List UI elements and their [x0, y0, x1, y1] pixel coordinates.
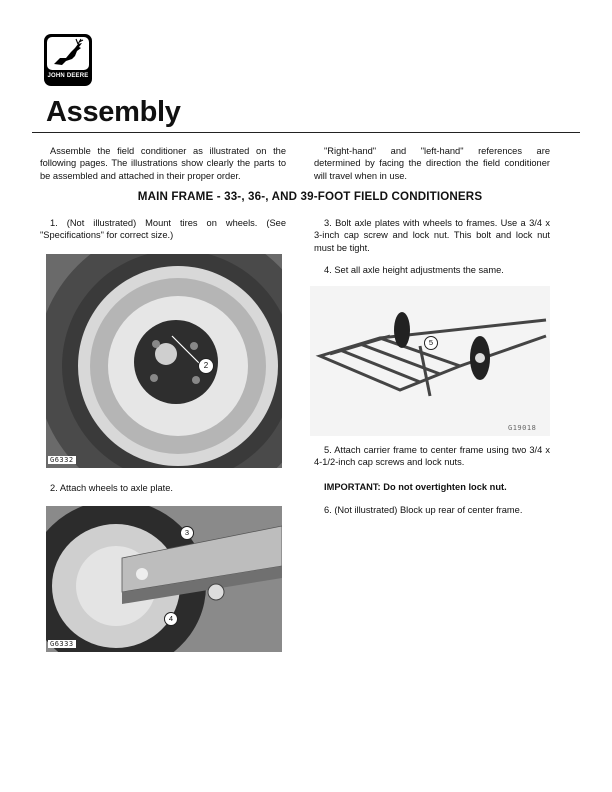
important-note	[324, 481, 550, 493]
section-heading: MAIN FRAME - 33-, 36-, AND 39-FOOT FIELD CONDITIONERS	[137, 190, 483, 203]
axle-plate-photo	[46, 506, 282, 652]
figure-code: G6333	[50, 640, 74, 648]
callout-3: 3	[180, 526, 194, 540]
logo-wordmark: JOHN DEERE	[47, 73, 89, 79]
step-6: 6. (Not illustrated) Block up rear of center frame.	[324, 505, 523, 515]
figure-code: G6332	[50, 456, 74, 464]
wheel-photo	[46, 254, 282, 468]
step-2: 2. Attach wheels to axle plate.	[50, 483, 174, 493]
john-deere-logo	[44, 34, 92, 86]
intro-paragraph-left: Assemble the field conditioner as illustrated on the following pages. The illustrations show clearly the parts to be assembled and attached in their proper order.	[40, 146, 286, 181]
step-4: 4. Set all axle height adjustments the same.	[324, 265, 504, 275]
step-5: 5. Attach carrier frame to center frame using two 3/4 x 4-1/2-inch cap screws and lock nuts.	[314, 445, 550, 468]
important-label: IMPORTANT:	[324, 482, 381, 492]
page-title: Assembly	[46, 96, 181, 128]
callout-2: 2	[198, 358, 214, 374]
step-3: 3. Bolt axle plates with wheels to frames. Use a 3/4 x 3-inch cap screw and lock nut. This bolt and lock nut must be tight.	[314, 218, 550, 253]
intro-paragraph-right: "Right-hand" and "left-hand" references are determined by facing the direction the field conditioner will travel when in use.	[314, 146, 550, 181]
title-divider	[32, 132, 580, 133]
step-1: 1. (Not illustrated) Mount tires on wheels. (See "Specifications" for correct size.)	[40, 218, 286, 241]
figure-code: G19018	[508, 424, 537, 432]
frame-photo	[310, 286, 550, 436]
important-text: Do not overtighten lock nut.	[383, 482, 507, 492]
callout-5: 5	[424, 336, 438, 350]
callout-4: 4	[164, 612, 178, 626]
